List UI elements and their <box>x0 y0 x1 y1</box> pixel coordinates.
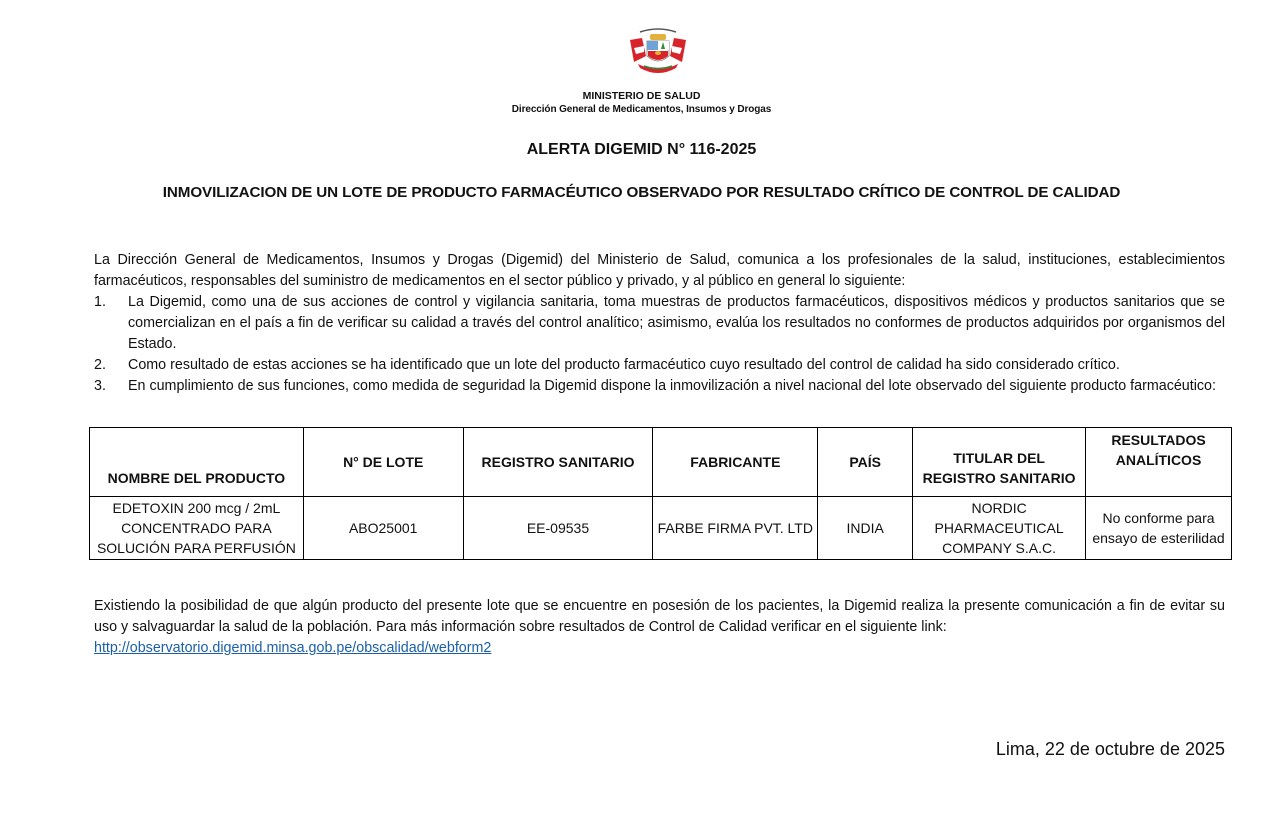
list-item <box>94 292 1225 355</box>
alert-number: ALERTA DIGEMID N° 116-2025 <box>526 141 757 158</box>
column-header-manufacturer: FABRICANTE <box>653 428 818 497</box>
document-date: Lima, 22 de octubre de 2025 <box>995 739 1225 759</box>
list-item-text: En cumplimiento de sus funciones, como medida de seguridad la Digemid dispone la inmovilización a nivel nacional del lote observado del siguiente producto farmacéutico: <box>128 378 1216 394</box>
table-row <box>90 497 1232 560</box>
product-table <box>89 427 1232 560</box>
column-header-country: PAÍS <box>818 428 913 497</box>
table-header-row <box>90 428 1232 497</box>
cell-product-name: EDETOXIN 200 mcg / 2mL CONCENTRADO PARA SOLUCIÓN PARA PERFUSIÓN <box>90 497 304 560</box>
ministry-name: MINISTERIO DE SALUD <box>582 90 701 102</box>
ministry-header <box>0 90 1283 116</box>
cell-manufacturer: FARBE FIRMA PVT. LTD <box>653 497 818 560</box>
closing-text: Existiendo la posibilidad de que algún producto del presente lote que se encuentre en posesión de los pacientes, la Digemid realiza la presente comunicación a fin de evitar su uso y salvaguardar la salud de la población. Para más información sobre resultados de Control de Calidad verificar en el siguiente link: <box>94 598 1225 635</box>
action-list <box>94 292 1225 397</box>
column-header-registration: REGISTRO SANITARIO <box>463 428 653 497</box>
cell-lot: ABO25001 <box>303 497 463 560</box>
cell-results: No conforme para ensayo de esterilidad <box>1086 497 1232 560</box>
list-item-text: Como resultado de estas acciones se ha identificado que un lote del producto farmacéutico cuyo resultado del control de calidad ha sido considerado crítico. <box>128 357 1120 373</box>
cell-holder: NORDIC PHARMACEUTICAL COMPANY S.A.C. <box>913 497 1086 560</box>
directorate-name: Dirección General de Medicamentos, Insumos y Drogas <box>511 104 772 115</box>
column-header-holder: TITULAR DEL REGISTRO SANITARIO <box>913 428 1086 497</box>
intro-paragraph: La Dirección General de Medicamentos, Insumos y Drogas (Digemid) del Ministerio de Salud, comunica a los profesionales de la salud, instituciones, establecimientos farmacéuticos, responsables del suministro de medicamentos en el sector público y privado, y al público en general lo siguiente: <box>94 252 1225 289</box>
closing-paragraph <box>94 596 1225 659</box>
list-item-text: La Digemid, como una de sus acciones de control y vigilancia sanitaria, toma muestras de productos farmacéuticos, dispositivos médicos y productos sanitarios que se comercializan en el país a fin de verificar su calidad a través del control analítico; asimismo, evalúa los resultados no conformes de productos adquiridos por organismos del Estado. <box>128 294 1225 352</box>
column-header-results: RESULTADOS ANALÍTICOS <box>1086 428 1232 497</box>
list-item <box>94 355 1225 376</box>
quality-control-link[interactable]: http://observatorio.digemid.minsa.gob.pe/obscalidad/webform2 <box>94 640 492 656</box>
list-item-number: 1. <box>94 294 106 310</box>
column-header-lot: N° DE LOTE <box>303 428 463 497</box>
list-item-number: 2. <box>94 357 106 373</box>
list-item-number: 3. <box>94 378 106 394</box>
cell-registration: EE-09535 <box>463 497 653 560</box>
alert-title: INMOVILIZACION DE UN LOTE DE PRODUCTO FARMACÉUTICO OBSERVADO POR RESULTADO CRÍTICO DE CONTROL DE CALIDAD <box>162 184 1121 201</box>
peru-coat-of-arms-icon <box>626 26 690 78</box>
column-header-product-name: NOMBRE DEL PRODUCTO <box>90 428 304 497</box>
cell-country: INDIA <box>818 497 913 560</box>
list-item <box>94 376 1225 397</box>
